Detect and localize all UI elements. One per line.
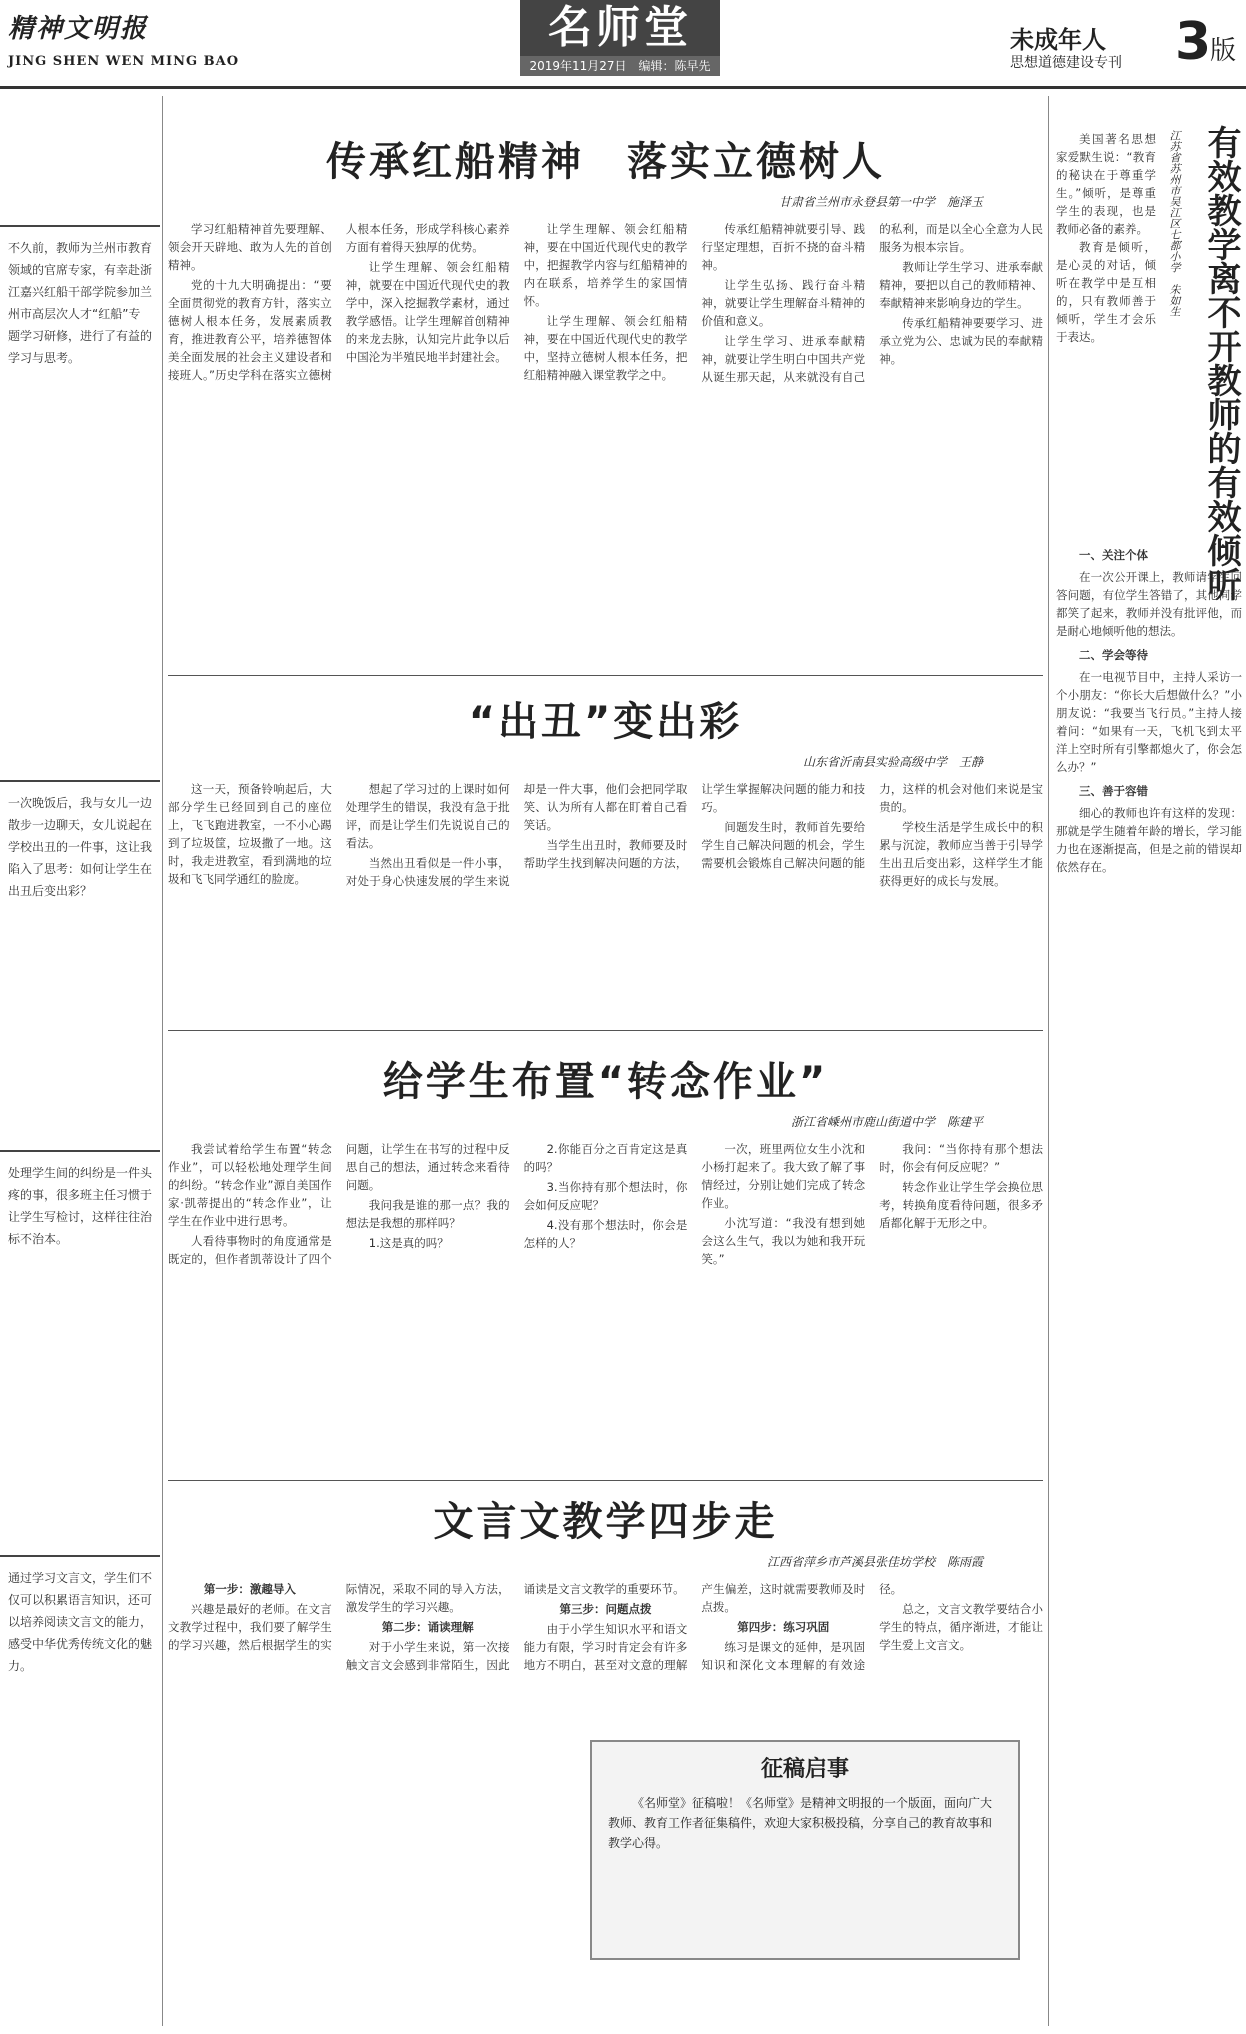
- paragraph: 人看待事物时的角度通常是既定的，但作者凯蒂设计了四个问题，让学生在书写的过程中反思自己的想法，通过转念来看待问题。: [168, 1142, 510, 1266]
- paragraph: 在一电视节目中，主持人采访一个小朋友：“你长大后想做什么？”小朋友说：“我要当飞行员。”主持人接着问：“如果有一天，飞机飞到太平洋上空时所有引擎都熄火了，你会怎么办？”: [1056, 670, 1242, 774]
- paragraph: 4.没有那个想法时，你会是怎样的人？: [523, 1218, 688, 1250]
- paragraph: 想起了学习过的上课时如何处理学生的错误，我没有急于批评，而是让学生们先说说自己的看法。: [345, 782, 510, 850]
- article-embarrassment: [168, 690, 1043, 1030]
- article-divider: [168, 675, 1043, 676]
- article-red-boat: [168, 130, 1043, 650]
- newspaper-logo: 精神文明报: [8, 14, 149, 44]
- step-heading: 第二步：诵读理解: [381, 1620, 474, 1634]
- paragraph: 学习红船精神首先要理解、领会开天辟地、敢为人先的首创精神。: [168, 222, 332, 272]
- paragraph: 在一次公开课上，教师请学生回答问题，有位学生答错了，其他同学都笑了起来，教师并没有批评他，而是耐心地倾听他的想法。: [1056, 570, 1242, 638]
- paragraph: 让学生学习、进承奉献精神，就要让学生明白中国共产党从诞生那天起，从来就没有自己的私利，而是以全心全意为人民服务为根本宗旨。: [701, 222, 1043, 384]
- sidebar-divider: [162, 96, 163, 2026]
- page-suffix: 版: [1210, 36, 1237, 66]
- section-title: 未成年人: [1010, 26, 1106, 54]
- paragraph: 当然出丑看似是一件小事，对处于身心快速发展的学生来说却是一件大事，他们会把同学取笑、认为所有人都在盯着自己看笑话。: [345, 782, 688, 888]
- page-number: 3: [1175, 12, 1212, 72]
- call-for-papers-box: [590, 1740, 1020, 1960]
- section-heading: 一、关注个体: [1079, 548, 1148, 562]
- paragraph: 让学生理解、领会红船精神，要在中国近代现代史的教学中，坚持立德树人根本任务，把红船精神融入课堂教学之中。: [523, 314, 688, 382]
- paragraph: 对于小学生来说，第一次接触文言文会感到非常陌生，因此诵读是文言文教学的重要环节。: [345, 1582, 685, 1672]
- paragraph: 美国著名思想家爱默生说：“教育的秘诀在于尊重学生。”倾听，是尊重学生的表现，也是教师必备的素养。: [1056, 132, 1156, 236]
- date: 2019年11月27日: [529, 59, 627, 73]
- paragraph: 传承红船精神就要引导、践行坚定理想，百折不挠的奋斗精神。: [701, 222, 866, 272]
- paragraph: 让学生理解、领会红船精神，要在中国近代现代史的教学中，把握教学内容与红船精神的内在联系，培养学生的家国情怀。: [523, 222, 688, 308]
- page-header: [0, 0, 1246, 96]
- article-title: 给学生布置“转念作业”: [382, 1059, 829, 1105]
- article-byline: 甘肃省兰州市永登县第一中学 施泽玉: [778, 195, 983, 209]
- sidebar-text: 通过学习文言文，学生们不仅可以积累语言知识，还可以培养阅读文言文的能力，感受中华优秀传统文化的魅力。: [8, 1571, 153, 1673]
- article-body: [168, 1140, 1043, 1268]
- section-subtitle: 思想道德建设专刊: [1010, 55, 1122, 71]
- paragraph: 这一天，预备铃响起后，大部分学生已经回到自己的座位上，飞飞跑进教室，一不小心踢到了垃圾筐，垃圾撒了一地。这时，我走进教室，看到满地的垃圾和飞飞同学通红的脸庞。: [168, 782, 332, 886]
- paragraph: 总之，文言文教学要结合小学生的特点，循序渐进，才能让学生爱上文言文。: [879, 1602, 1043, 1652]
- paragraph: 传承红船精神要要学习、进承立党为公、忠诚为民的奉献精神。: [879, 316, 1043, 366]
- paragraph: 3.当你持有那个想法时，你会如何反应呢？: [523, 1180, 688, 1212]
- paragraph: 间题发生时，教师首先要给学生自己解决问题的机会，学生需要机会锻炼自己解决问题的能力，这样的机会对他们来说是宝贵的。: [701, 782, 1043, 870]
- article-body: [168, 780, 1043, 890]
- paragraph: 我问我是谁的那一点？我的想法是我想的那样吗？: [345, 1198, 510, 1230]
- paragraph: 兴趣是最好的老师。在文言文教学过程中，我们要了解学生的学习兴趣，然后根据学生的实际情况，采取不同的导入方法，激发学生的学习兴趣。: [168, 1582, 510, 1652]
- sidebar-note-2: [0, 780, 160, 1020]
- editor: 编辑：陈早先: [638, 59, 711, 73]
- article-title: 传承红船精神 落实立德树人: [326, 139, 885, 185]
- paragraph: 我尝试着给学生布置“转念作业”，可以轻松地处理学生间的纠纷。“转念作业”源自美国作家·凯蒂提出的“转念作业”，让学生在作业中进行思考。: [168, 1142, 332, 1228]
- paragraph: 让学生弘扬、践行奋斗精神，就要让学生理解奋斗精神的价值和意义。: [701, 278, 866, 328]
- paragraph: 细心的教师也许有这样的发现：那就是学生随着年龄的增长，学习能力也在逐渐提高，但是之前的错误却依然存在。: [1056, 806, 1242, 874]
- newspaper-logo-en: JING SHEN WEN MING BAO: [8, 54, 240, 69]
- article-body: [168, 220, 1043, 386]
- header-rule: [0, 86, 1246, 89]
- paragraph: 练习是课文的延伸，是巩固知识和深化文本理解的有效途径。: [701, 1582, 903, 1672]
- section-heading: 三、善于容错: [1079, 784, 1148, 798]
- article-divider: [168, 1030, 1043, 1031]
- paragraph: 教师让学生学习、进承奉献精神，要把以自己的教师精神、奉献精神来影响身边的学生。: [879, 260, 1043, 310]
- date-bar: [520, 56, 720, 76]
- step-heading: 第三步：问题点拨: [559, 1602, 652, 1616]
- right-article-byline: 江苏省苏州市吴江区七都小学 朱如生: [1168, 130, 1181, 317]
- sidebar-text: 一次晚饭后，我与女儿一边散步一边聊天，女儿说起在学校出丑的一件事，这让我陷入了思考：如何让学生在出丑后变出彩？: [8, 796, 153, 898]
- paragraph: 我问：“当你持有那个想法时，你会有何反应呢？”: [879, 1142, 1043, 1174]
- step-heading: 第一步：激趣导入: [203, 1582, 296, 1596]
- sidebar-note-4: [0, 1555, 160, 1885]
- article-title: 文言文教学四步走: [433, 1499, 778, 1545]
- paragraph: 党的十九大明确提出：“要全面贯彻党的教育方针，落实立德树人根本任务，发展素质教育，推进教育公平，培养德智体美全面发展的社会主义建设者和接班人。”历史学科在落实立德树人根本任务，形成学科核心素养方面有着得天独厚的优势。: [168, 222, 510, 382]
- paragraph: 2.你能百分之百肯定这是真的吗？: [523, 1142, 688, 1174]
- article-byline: 江西省萍乡市芦溪县张佳坊学校 陈雨霞: [766, 1555, 983, 1569]
- notice-text: 《名师堂》征稿啦！《名师堂》是精神文明报的一个版面，面向广大教师、教育工作者征集稿件，欢迎大家积极投稿，分享自己的教育故事和教学心得。: [608, 1796, 993, 1850]
- article-reflection-homework: [168, 1050, 1043, 1480]
- article-body: [168, 1580, 1043, 1674]
- section-heading: 二、学会等待: [1079, 648, 1148, 662]
- sidebar-note-1: [0, 225, 160, 535]
- paragraph: 1.这是真的吗？: [368, 1236, 449, 1250]
- paragraph: 教育是倾听，是心灵的对话，倾听在教学中是互相的，只有教师善于倾听，学生才会乐于表达。: [1056, 240, 1156, 344]
- paragraph: 小沈写道：“我没有想到她会这么生气，我以为她和我开玩笑。”: [701, 1216, 866, 1266]
- paragraph: 转念作业让学生学会换位思考，转换角度看待问题，很多矛盾都化解于无形之中。: [879, 1180, 1043, 1230]
- sidebar-text: 不久前，教师为兰州市教育领域的官席专家，有幸赴浙江嘉兴红船干部学院参加兰州市高层次人才“红船”专题学习研修，进行了有益的学习与思考。: [8, 241, 153, 365]
- article-byline: 浙江省嵊州市鹿山街道中学 陈建平: [790, 1115, 983, 1129]
- right-article-intro: [1056, 130, 1156, 530]
- paragraph: 当学生出丑时，教师要及时帮助学生找到解决问题的方法，让学生掌握解决问题的能力和技巧。: [523, 782, 866, 870]
- notice-title: 征稿启事: [760, 1757, 849, 1782]
- sidebar-note-3: [0, 1150, 160, 1420]
- article-title: “出丑”变出彩: [468, 699, 743, 745]
- paragraph: 一次，班里两位女生小沈和小杨打起来了。我大致了解了事情经过，分别让她们完成了转念作业。: [701, 1142, 866, 1210]
- right-article-title: 有效教学离不开教师的有效倾听: [1201, 125, 1241, 601]
- paragraph: 学校生活是学生成长中的积累与沉淀，教师应当善于引导学生出丑后变出彩，这样学生才能获得更好的成长与发展。: [879, 820, 1043, 888]
- sidebar-text: 处理学生间的纠纷是一件头疼的事，很多班主任习惯于让学生写检讨，这样往往治标不治本。: [8, 1166, 153, 1246]
- paragraph: 由于小学生知识水平和语文能力有限，学习时肯定会有许多地方不明白，甚至对文意的理解产生偏差，这时就需要教师及时点拨。: [523, 1582, 866, 1672]
- article-divider: [168, 1480, 1043, 1481]
- right-article-body: [1056, 540, 1242, 2020]
- paragraph: 让学生理解、领会红船精神，就要在中国近代现代史的教学中，深入挖掘教学素材，通过教学感悟。让学生理解首创精神的来龙去脉，认知完片此争以后中国沦为半殖民地半封建社会。: [345, 260, 510, 364]
- right-column-divider: [1048, 96, 1049, 2026]
- step-heading: 第四步：练习巩固: [737, 1620, 830, 1634]
- article-byline: 山东省沂南县实验高级中学 王静: [802, 755, 983, 769]
- masthead-title: 名师堂: [520, 0, 720, 56]
